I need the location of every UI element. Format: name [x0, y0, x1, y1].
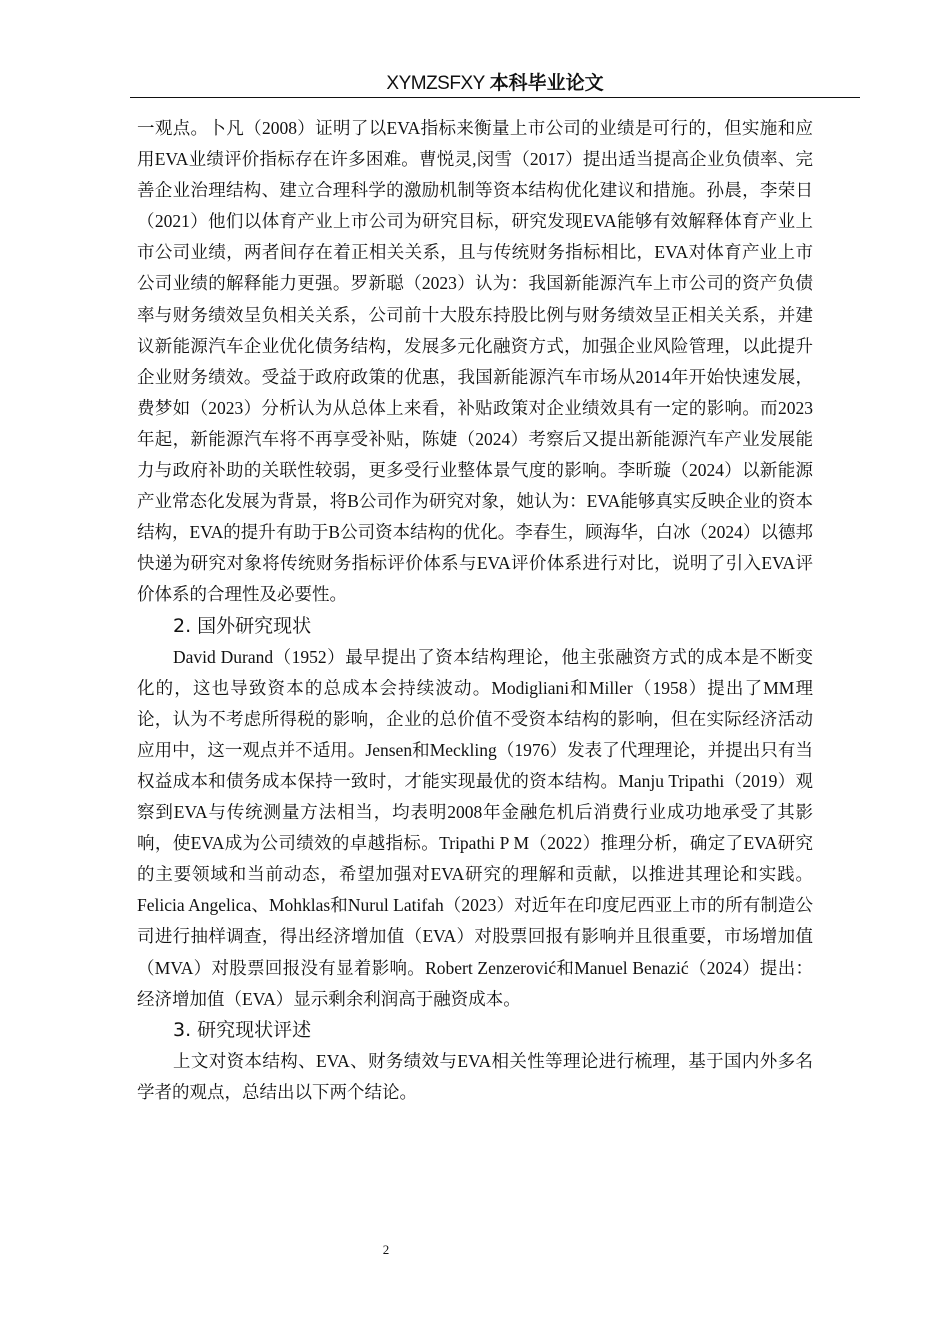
section-heading-foreign-research: 2. 国外研究现状	[173, 614, 312, 637]
paragraph-research-review: 上文对资本结构、EVA、财务绩效与EVA相关性等理论进行梳理，基于国内外多名学者的观点，总结出以下两个结论。	[137, 1050, 813, 1102]
header-title: 本科毕业论文	[489, 72, 604, 94]
section-heading-research-review: 3. 研究现状评述	[173, 1018, 312, 1041]
page-header	[130, 70, 860, 97]
page-number: 2	[382, 1242, 390, 1257]
document-body	[137, 113, 813, 1108]
header-school-code: XYMZSFXY	[386, 73, 485, 94]
paragraph-domestic-continued: 一观点。卜凡（2008）证明了以EVA指标来衡量上市公司的业绩是可行的，但实施和应用EVA业绩评价指标存在许多困难。曹悦灵,闵雪（2017）提出适当提高企业负债率、完善企业治理结构、建立合理科学的激励机制等资本结构优化建议和措施。孙晨，李荣日（2021）他们以体育产业上市公司为研究目标，研究发现EVA能够有效解释体育产业上市公司业绩，两者间存在着正相关关系，且与传统财务指标相比，EVA对体育产业上市公司业绩的解释能力更强。罗新聪（2023）认为：我国新能源汽车上市公司的资产负债率与财务绩效呈负相关关系，公司前十大股东持股比例与财务绩效呈正相关关系，并建议新能源汽车企业优化债务结构，发展多元化融资方式，加强企业风险管理，以此提升企业财务绩效。受益于政府政策的优惠，我国新能源汽车市场从2014年开始快速发展，费梦如（2023）分析认为从总体上来看，补贴政策对企业绩效具有一定的影响。而2023年起，新能源汽车将不再享受补贴，陈婕（2024）考察后又提出新能源汽车产业发展能力与政府补助的关联性较弱，更多受行业整体景气度的影响。李昕璇（2024）以新能源产业常态化发展为背景，将B公司作为研究对象，她认为：EVA能够真实反映企业的资本结构，EVA的提升有助于B公司资本结构的优化。李春生，顾海华，白冰（2024）以德邦快递为研究对象将传统财务指标评价体系与EVA评价体系进行对比，说明了引入EVA评价体系的合理性及必要性。	[137, 118, 813, 605]
paragraph-foreign-research: David Durand（1952）最早提出了资本结构理论，他主张融资方式的成本是不断变化的，这也导致资本的总成本会持续波动。Modigliani和Miller（1958）提出了MM理论，认为不考虑所得税的影响，企业的总价值不受资本结构的影响，但在实际经济活动应用中，这一观点并不适用。Jensen和Meckling（1976）发表了代理理论，并提出只有当权益成本和债务成本保持一致时，才能实现最优的资本结构。Manju Tripathi（2019）观察到EVA与传统测量方法相当，均表明2008年金融危机后消费行业成功地承受了其影响，使EVA成为公司绩效的卓越指标。Tripathi P M（2022）推理分析，确定了EVA研究的主要领域和当前动态，希望加强对EVA研究的理解和贡献，以推进其理论和实践。Felicia Angelica、Mohklas和Nurul Latifah（2023）对近年在印度尼西亚上市的所有制造公司进行抽样调查，得出经济增加值（EVA）对股票回报有影响并且很重要，市场增加值（MVA）对股票回报没有显着影响。Robert Zenzerović和Manuel Benazić（2024）提出：经济增加值（EVA）显示剩余利润高于融资成本。	[137, 646, 813, 1009]
header-divider	[130, 97, 860, 98]
